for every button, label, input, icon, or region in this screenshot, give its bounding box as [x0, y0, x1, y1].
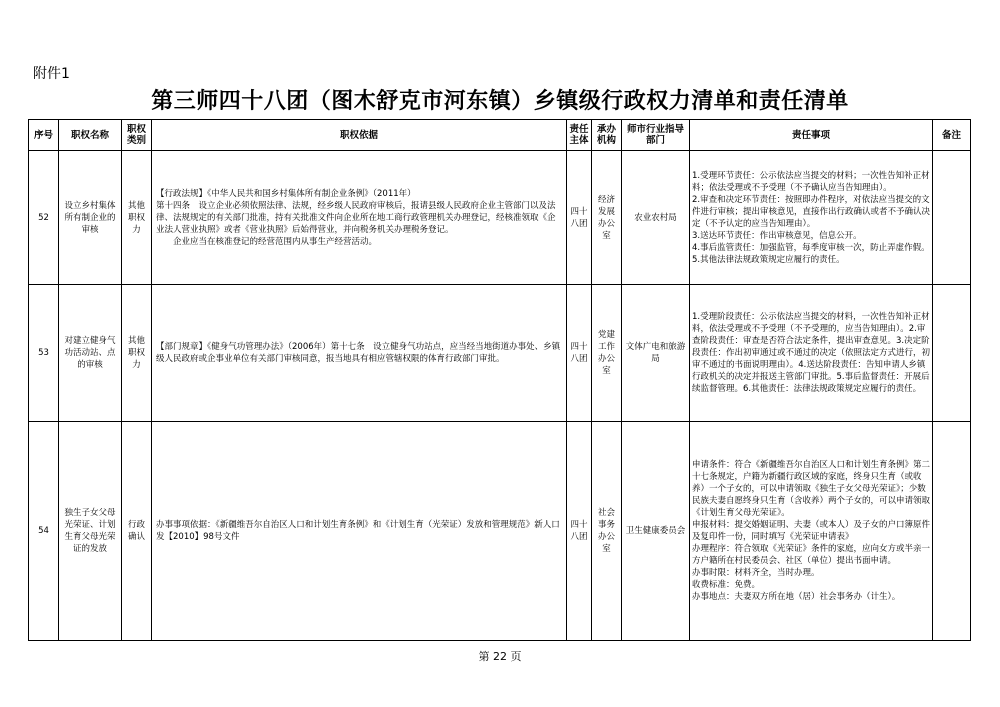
- row-name: 独生子女父母光荣证、计划生育父母光荣证的发放: [59, 422, 122, 641]
- row-category: 行政确认: [122, 422, 152, 641]
- row-name: 设立乡村集体所有制企业的审核: [59, 151, 122, 285]
- resp-line: 1.受理环节责任：公示依法应当提交的材料；一次性告知补正材料；依法受理或不予受理（不予确认应当告知理由）。: [692, 170, 930, 193]
- header-subject: 责任主体: [567, 120, 592, 151]
- resp-line: 办事地点：夫妻双方所在地（居）社会事务办（计生）。: [692, 592, 901, 602]
- page-number: 第 22 页: [478, 650, 522, 663]
- row-responsibility: [690, 285, 933, 422]
- header-category: 职权类别: [122, 120, 152, 151]
- row-basis: [152, 285, 567, 422]
- row-agency: 社会事务办公室: [592, 422, 622, 641]
- row-dept: 卫生健康委员会: [622, 422, 690, 641]
- resp-line: 申请条件：符合《新疆维吾尔自治区人口和计划生育条例》第二十七条规定，户籍为新疆行政区域的家庭，终身只生育（或收养）一个子女的，可以申请领取《独生子女父母光荣证》；少数民族夫妻自愿终身只生育（含收养）两个子女的，可以申请领取《计划生育父母光荣证》。: [692, 460, 931, 518]
- resp-line: 3.送达环节责任：作出审核意见，信息公开。: [692, 230, 862, 241]
- header-basis: 职权依据: [152, 120, 567, 151]
- row-note: [933, 151, 971, 285]
- row-dept: 农业农村局: [622, 151, 690, 285]
- resp-line: 办理程序：符合领取《光荣证》条件的家庭，应向女方或半亲一方户籍所在村民委员会、社区（单位）提出书面申请。: [692, 544, 931, 566]
- table-row: [29, 285, 971, 422]
- row-subject: 四十八团: [567, 285, 592, 422]
- row-basis: [152, 151, 567, 285]
- attachment-label: 附件1: [33, 66, 70, 82]
- header-seq: 序号: [29, 120, 59, 151]
- table-row: [29, 422, 971, 641]
- resp-line: 2.审查和决定环节责任：按照即办件程序，对依法应当提交的文件进行审核；提出审核意见，直接作出行政确认或者不予确认决定（不予认定的应当告知理由）。: [692, 194, 931, 229]
- row-agency: 党建工作办公室: [592, 285, 622, 422]
- resp-line: 1.受理阶段责任：公示依法应当提交的材料，一次性告知补正材料，依法受理或不予受理（不予受理的，应当告知理由）。2.审查阶段责任：审查是否符合法定条件，提出审查意见。3.决定阶段责任：作出初审通过或不通过的决定（依照法定方式进行，初审不通过的书面说明理由）。4.送达阶段责任：告知申请人乡镇行政机关的决定并报送主管部门审批。5.事后监督责任：开展后续监督管理。6.其他责任：法律法规政策规定应履行的责任。: [692, 312, 931, 394]
- row-name: 对建立健身气功活动站、点的审核: [59, 285, 122, 422]
- basis-line: 【行政法规】《中华人民共和国乡村集体所有制企业条例》（2011年）: [156, 188, 416, 199]
- row-dept: 文体广电和旅游局: [622, 285, 690, 422]
- table-row: [29, 151, 971, 285]
- table-header-row: [29, 120, 971, 151]
- row-agency: 经济发展办公室: [592, 151, 622, 285]
- resp-line: 申报材料：提交婚姻证明、夫妻（或本人）及子女的户口簿原件及复印件一份，同时填写《光荣证申请表》: [692, 520, 931, 542]
- row-responsibility: [690, 151, 933, 285]
- resp-line: 4.事后监管责任：加强监管，每季度审核一次，防止弄虚作假。: [692, 242, 930, 253]
- row-category: 其他职权力: [122, 151, 152, 285]
- header-note: 备注: [933, 120, 971, 151]
- resp-line: 5.其他法律法规政策规定应履行的责任。: [692, 254, 845, 265]
- resp-line: 办事时限：材料齐全，当时办理。: [692, 568, 820, 578]
- basis-line: 企业应当在核准登记的经营范围内从事生产经营活动。: [156, 236, 378, 247]
- basis-line: 【部门规章】《健身气功管理办法》（2006年）第十七条 设立健身气功站点，应当经当地街道办事处、乡镇级人民政府或企事业单位有关部门审核同意，报当地具有相应管辖权限的体育行政部门审批。: [156, 342, 561, 364]
- row-subject: 四十八团: [567, 422, 592, 641]
- power-list-table: [28, 119, 971, 641]
- row-note: [933, 285, 971, 422]
- header-name: 职权名称: [59, 120, 122, 151]
- row-category: 其他职权力: [122, 285, 152, 422]
- basis-line: 办事事项依据：《新疆维吾尔自治区人口和计划生育条例》和《计划生育（光荣证）发放和管理规范》新人口发【2010】98号文件: [156, 520, 560, 542]
- resp-line: 收费标准：免费。: [692, 580, 761, 590]
- header-agency: 承办机构: [592, 120, 622, 151]
- row-responsibility: [690, 422, 933, 641]
- row-seq: 53: [29, 285, 59, 422]
- row-subject: 四十八团: [567, 151, 592, 285]
- basis-line: 第十四条 设立企业必须依照法律、法规，经乡级人民政府审核后，报请县级人民政府企业主管部门以及法律、法规规定的有关部门批准，持有关批准文件向企业所在地工商行政管理机关办理登记，经核准领取《企业法人营业执照》或者《营业执照》后始得营业，并向税务机关办理税务登记。: [156, 200, 556, 235]
- row-seq: 52: [29, 151, 59, 285]
- page-title: 第三师四十八团（图木舒克市河东镇）乡镇级行政权力清单和责任清单: [151, 88, 849, 114]
- row-note: [933, 422, 971, 641]
- header-dept: 师市行业指导部门: [622, 120, 690, 151]
- row-basis: [152, 422, 567, 641]
- header-responsibility: 责任事项: [690, 120, 933, 151]
- row-seq: 54: [29, 422, 59, 641]
